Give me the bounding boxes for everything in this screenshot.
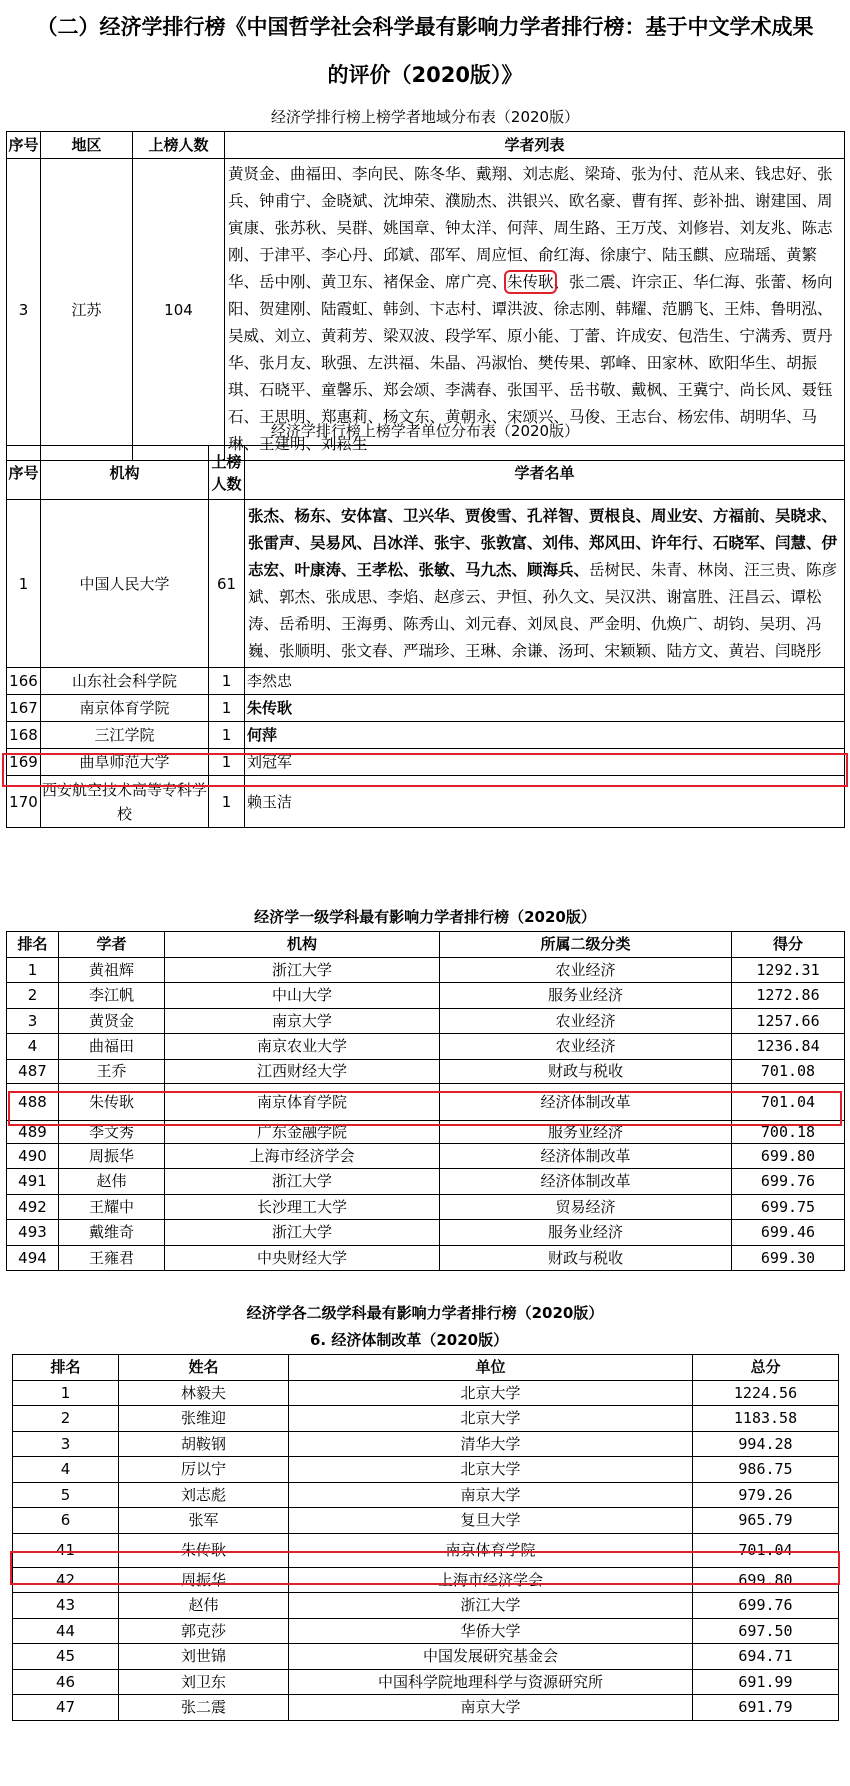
table-cell: 经济体制改革 <box>440 1169 732 1195</box>
table-row <box>7 1034 845 1060</box>
table-row <box>7 1245 845 1271</box>
table-cell: 长沙理工大学 <box>165 1194 440 1220</box>
table-cell: 41 <box>13 1533 119 1567</box>
table-cell: 江西财经大学 <box>165 1059 440 1083</box>
row-no: 167 <box>7 695 41 722</box>
table-cell: 张军 <box>119 1508 289 1534</box>
table-cell: 43 <box>13 1593 119 1619</box>
table-cell: 郭克莎 <box>119 1618 289 1644</box>
institution-distribution-table <box>6 445 845 828</box>
header-total: 总分 <box>693 1355 839 1381</box>
table-row <box>13 1644 839 1670</box>
row-count: 1 <box>209 749 245 776</box>
row-no: 168 <box>7 722 41 749</box>
table-cell: 赵伟 <box>59 1169 165 1195</box>
table-cell: 中山大学 <box>165 983 440 1009</box>
table-row <box>7 1220 845 1246</box>
table-cell: 701.04 <box>732 1083 845 1120</box>
namelist-normal: 岳树民、朱青、林岗、汪三贵、陈彦斌、郭杰、张成思、李焰、赵彦云、尹恒、孙久文、吴汉洪、谢富胜、汪昌云、谭松涛、岳希明、王海勇、陈秀山、刘元春、刘凤良、严金明、仇焕广、胡钧、吴玥、冯巍、张顺明、张文春、严瑞珍、王琳、余谦、汤珂、宋颖颖、陆方文、黄岩、闫晓彤 <box>248 560 838 660</box>
table-cell: 林毅夫 <box>119 1380 289 1406</box>
table-cell: 刘世锦 <box>119 1644 289 1670</box>
table-cell: 南京农业大学 <box>165 1034 440 1060</box>
table-cell: 489 <box>7 1120 59 1143</box>
table-cell: 周振华 <box>59 1143 165 1169</box>
header-score: 得分 <box>732 932 845 958</box>
row-org: 曲阜师范大学 <box>41 749 209 776</box>
table-cell: 691.79 <box>693 1695 839 1721</box>
table-row <box>13 1482 839 1508</box>
first-level-ranking-table <box>6 931 845 1271</box>
table-cell: 财政与税收 <box>440 1059 732 1083</box>
table-cell: 黄祖辉 <box>59 957 165 983</box>
table-cell: 胡鞍钢 <box>119 1431 289 1457</box>
header-no: 序号 <box>7 446 41 500</box>
table-cell: 南京大学 <box>289 1695 693 1721</box>
table-row <box>13 1533 839 1567</box>
table-cell: 4 <box>13 1457 119 1483</box>
scholar-list-after: 、张二震、许宗正、华仁海、张蕾、杨向阳、贺建刚、陆霞虹、韩剑、卞志村、谭洪波、徐志刚、韩耀、范鹏飞、王炜、鲁明泓、吴威、刘立、黄莉芳、梁双波、段学军、原小能、丁蕾、许成安、包浩生、宁满秀、贾丹华、张月友、耿强、左洪福、朱晶、冯淑怡、樊传果、郭峰、田家林、欧阳华生、胡振琪、石晓平、童馨乐、郑会颂、李满春、张国平、岳书敬、戴枫、王冀宁、尚长风、聂钰石、王思明、郑惠莉、杨文东、黄朝永、宋颂兴、马俊、王志台、杨宏伟、胡明华、马琳、王建明、刘崧生 <box>228 273 833 453</box>
table-row <box>13 1695 839 1721</box>
table-cell: 农业经济 <box>440 1034 732 1060</box>
table-cell: 699.46 <box>732 1220 845 1246</box>
table-cell: 服务业经济 <box>440 1220 732 1246</box>
table2-caption: 经济学排行榜上榜学者单位分布表（2020版） <box>270 422 580 440</box>
table-cell: 46 <box>13 1669 119 1695</box>
row-count: 61 <box>209 500 245 668</box>
header-rank: 排名 <box>7 932 59 958</box>
table-cell: 699.76 <box>732 1169 845 1195</box>
header-org: 机构 <box>165 932 440 958</box>
table-cell: 广东金融学院 <box>165 1120 440 1143</box>
table-cell: 南京体育学院 <box>165 1083 440 1120</box>
table-cell: 1292.31 <box>732 957 845 983</box>
header-scholar: 学者 <box>59 932 165 958</box>
table1-caption: 经济学排行榜上榜学者地域分布表（2020版） <box>270 108 580 126</box>
table-row <box>13 1508 839 1534</box>
row-org: 西安航空技术高等专科学校 <box>41 776 209 828</box>
table-cell: 中央财经大学 <box>165 1245 440 1271</box>
table-cell: 4 <box>7 1034 59 1060</box>
table-row <box>7 1120 845 1143</box>
table-cell: 699.80 <box>732 1143 845 1169</box>
table-row <box>7 957 845 983</box>
header-count: 上榜人数 <box>209 446 245 500</box>
row-org: 中国人民大学 <box>41 500 209 668</box>
table-cell: 487 <box>7 1059 59 1083</box>
table-cell: 上海市经济学会 <box>289 1567 693 1593</box>
table-cell: 朱传耿 <box>59 1083 165 1120</box>
row-org: 三江学院 <box>41 722 209 749</box>
row-count: 1 <box>209 695 245 722</box>
table-cell: 浙江大学 <box>165 1169 440 1195</box>
table-cell: 697.50 <box>693 1618 839 1644</box>
table-cell: 2 <box>7 983 59 1009</box>
table-cell: 699.75 <box>732 1194 845 1220</box>
table-cell: 上海市经济学会 <box>165 1143 440 1169</box>
table-cell: 1183.58 <box>693 1406 839 1432</box>
table-cell: 488 <box>7 1083 59 1120</box>
table-cell: 45 <box>13 1644 119 1670</box>
table-cell: 699.80 <box>693 1567 839 1593</box>
table-cell: 6 <box>13 1508 119 1534</box>
header-region: 地区 <box>41 132 133 159</box>
table-cell: 戴维奇 <box>59 1220 165 1246</box>
row-name: 朱传耿 <box>245 695 845 722</box>
table4-caption: 经济学各二级学科最有影响力学者排行榜（2020版） <box>246 1304 604 1322</box>
table-cell: 5 <box>13 1482 119 1508</box>
table4-body <box>13 1380 839 1720</box>
table-cell: 1272.86 <box>732 983 845 1009</box>
table-cell: 张二震 <box>119 1695 289 1721</box>
table-row <box>13 1593 839 1619</box>
table-cell: 南京大学 <box>289 1482 693 1508</box>
table-row <box>7 983 845 1009</box>
row-no: 169 <box>7 749 41 776</box>
table-cell: 491 <box>7 1169 59 1195</box>
header-org: 机构 <box>41 446 209 500</box>
table-cell: 中国发展研究基金会 <box>289 1644 693 1670</box>
table-cell: 1224.56 <box>693 1380 839 1406</box>
table-cell: 492 <box>7 1194 59 1220</box>
table-cell: 986.75 <box>693 1457 839 1483</box>
table-cell: 994.28 <box>693 1431 839 1457</box>
header-name: 姓名 <box>119 1355 289 1381</box>
table-row <box>7 1008 845 1034</box>
table-cell: 694.71 <box>693 1644 839 1670</box>
table-row <box>13 1567 839 1593</box>
table-cell: 494 <box>7 1245 59 1271</box>
header-unit: 单位 <box>289 1355 693 1381</box>
table-cell: 3 <box>13 1431 119 1457</box>
table-row <box>13 1431 839 1457</box>
table-cell: 南京体育学院 <box>289 1533 693 1567</box>
table-cell: 965.79 <box>693 1508 839 1534</box>
table-row <box>13 1457 839 1483</box>
table-cell: 3 <box>7 1008 59 1034</box>
table-cell: 曲福田 <box>59 1034 165 1060</box>
table-cell: 李文秀 <box>59 1120 165 1143</box>
table-cell: 王耀中 <box>59 1194 165 1220</box>
table-cell: 中国科学院地理科学与资源研究所 <box>289 1669 693 1695</box>
table-cell: 44 <box>13 1618 119 1644</box>
table-row <box>13 1406 839 1432</box>
table-cell: 700.18 <box>732 1120 845 1143</box>
table-cell: 699.30 <box>732 1245 845 1271</box>
table-cell: 朱传耿 <box>119 1533 289 1567</box>
header-namelist: 学者名单 <box>245 446 845 500</box>
highlighted-scholar: 朱传耿 <box>507 273 554 291</box>
table-cell: 1 <box>13 1380 119 1406</box>
table-cell: 691.99 <box>693 1669 839 1695</box>
table-cell: 北京大学 <box>289 1380 693 1406</box>
table-cell: 699.76 <box>693 1593 839 1619</box>
row-name: 刘冠军 <box>245 749 845 776</box>
table-cell: 李江帆 <box>59 983 165 1009</box>
row-count: 1 <box>209 722 245 749</box>
row-count: 104 <box>133 159 225 461</box>
table-row <box>7 1143 845 1169</box>
table-cell: 北京大学 <box>289 1406 693 1432</box>
page-title-line1: （二）经济学排行榜《中国哲学社会科学最有影响力学者排行榜：基于中文学术成果 <box>36 15 814 39</box>
table-row <box>7 1169 845 1195</box>
row-name: 何萍 <box>245 722 845 749</box>
namelist-bold: 张杰、杨东、安体富、卫兴华、贾俊雪、孔祥智、贾根良、周业安、方福前、吴晓求、张雷声、吴易风、吕冰洋、张宇、张敦富、刘伟、郑风田、许年行、石晓军、闫慧、伊志宏、叶康涛、王孝松、张敏、马九杰、顾海兵、 <box>248 506 838 579</box>
table-cell: 清华大学 <box>289 1431 693 1457</box>
table-cell: 刘志彪 <box>119 1482 289 1508</box>
header-scholars: 学者列表 <box>225 132 845 159</box>
row-count: 1 <box>209 668 245 695</box>
table-row <box>7 1194 845 1220</box>
table-cell: 王乔 <box>59 1059 165 1083</box>
second-level-ranking-table <box>12 1354 839 1721</box>
table-cell: 南京大学 <box>165 1008 440 1034</box>
table-cell: 华侨大学 <box>289 1618 693 1644</box>
header-subfield: 所属二级分类 <box>440 932 732 958</box>
page-title-line2: 的评价（2020版）》 <box>327 63 523 87</box>
table-cell: 北京大学 <box>289 1457 693 1483</box>
table-row <box>13 1669 839 1695</box>
table-cell: 王雍君 <box>59 1245 165 1271</box>
namelist-cell <box>245 500 845 668</box>
table-cell: 701.08 <box>732 1059 845 1083</box>
table-cell: 农业经济 <box>440 957 732 983</box>
table-cell: 厉以宁 <box>119 1457 289 1483</box>
table-cell: 浙江大学 <box>165 957 440 983</box>
region-distribution-table <box>6 131 845 461</box>
table-cell: 服务业经济 <box>440 1120 732 1143</box>
table-cell: 刘卫东 <box>119 1669 289 1695</box>
table-cell: 财政与税收 <box>440 1245 732 1271</box>
table4-subcaption: 6. 经济体制改革（2020版） <box>310 1331 509 1349</box>
row-name: 李然忠 <box>245 668 845 695</box>
table-row <box>7 1083 845 1120</box>
row-no: 170 <box>7 776 41 828</box>
table-cell: 经济体制改革 <box>440 1083 732 1120</box>
table-cell: 490 <box>7 1143 59 1169</box>
table3-caption: 经济学一级学科最有影响力学者排行榜（2020版） <box>254 908 596 926</box>
row-org: 山东社会科学院 <box>41 668 209 695</box>
table-cell: 493 <box>7 1220 59 1246</box>
table-cell: 黄贤金 <box>59 1008 165 1034</box>
table-cell: 浙江大学 <box>289 1593 693 1619</box>
table-row <box>13 1618 839 1644</box>
table-cell: 经济体制改革 <box>440 1143 732 1169</box>
table3-body <box>7 957 845 1271</box>
scholar-list-before: 黄贤金、曲福田、李向民、陈冬华、戴翔、刘志彪、梁琦、张为付、范从来、钱忠好、张兵、钟甫宁、金晓斌、沈坤荣、濮励杰、洪银兴、欧名豪、曹有挥、彭补拙、谢建国、周寅康、张苏秋、吴群、姚国章、钟太洋、何萍、周生路、王万茂、刘修岩、刘友兆、陈志刚、于津平、李心丹、邱斌、邵军、周应恒、俞红海、徐康宁、陆玉麒、应瑞瑶、黄繁华、岳中刚、黄卫东、褚保金、席广亮、 <box>228 165 833 291</box>
table-row <box>7 1059 845 1083</box>
table-row <box>13 1380 839 1406</box>
table-cell: 1 <box>7 957 59 983</box>
table-cell: 47 <box>13 1695 119 1721</box>
row-no: 1 <box>7 500 41 668</box>
row-no: 3 <box>7 159 41 461</box>
table-cell: 服务业经济 <box>440 983 732 1009</box>
table-cell: 701.04 <box>693 1533 839 1567</box>
table-cell: 复旦大学 <box>289 1508 693 1534</box>
row-region: 江苏 <box>41 159 133 461</box>
header-no: 序号 <box>7 132 41 159</box>
header-count: 上榜人数 <box>133 132 225 159</box>
table-cell: 农业经济 <box>440 1008 732 1034</box>
table-cell: 1236.84 <box>732 1034 845 1060</box>
scholar-list-cell <box>225 159 845 461</box>
row-org: 南京体育学院 <box>41 695 209 722</box>
table-cell: 1257.66 <box>732 1008 845 1034</box>
table-cell: 浙江大学 <box>165 1220 440 1246</box>
row-no: 166 <box>7 668 41 695</box>
row-count: 1 <box>209 776 245 828</box>
table-cell: 2 <box>13 1406 119 1432</box>
row-name: 赖玉洁 <box>245 776 845 828</box>
table-cell: 979.26 <box>693 1482 839 1508</box>
table-cell: 周振华 <box>119 1567 289 1593</box>
table-cell: 赵伟 <box>119 1593 289 1619</box>
header-rank: 排名 <box>13 1355 119 1381</box>
table-cell: 贸易经济 <box>440 1194 732 1220</box>
table-cell: 42 <box>13 1567 119 1593</box>
table-cell: 张维迎 <box>119 1406 289 1432</box>
